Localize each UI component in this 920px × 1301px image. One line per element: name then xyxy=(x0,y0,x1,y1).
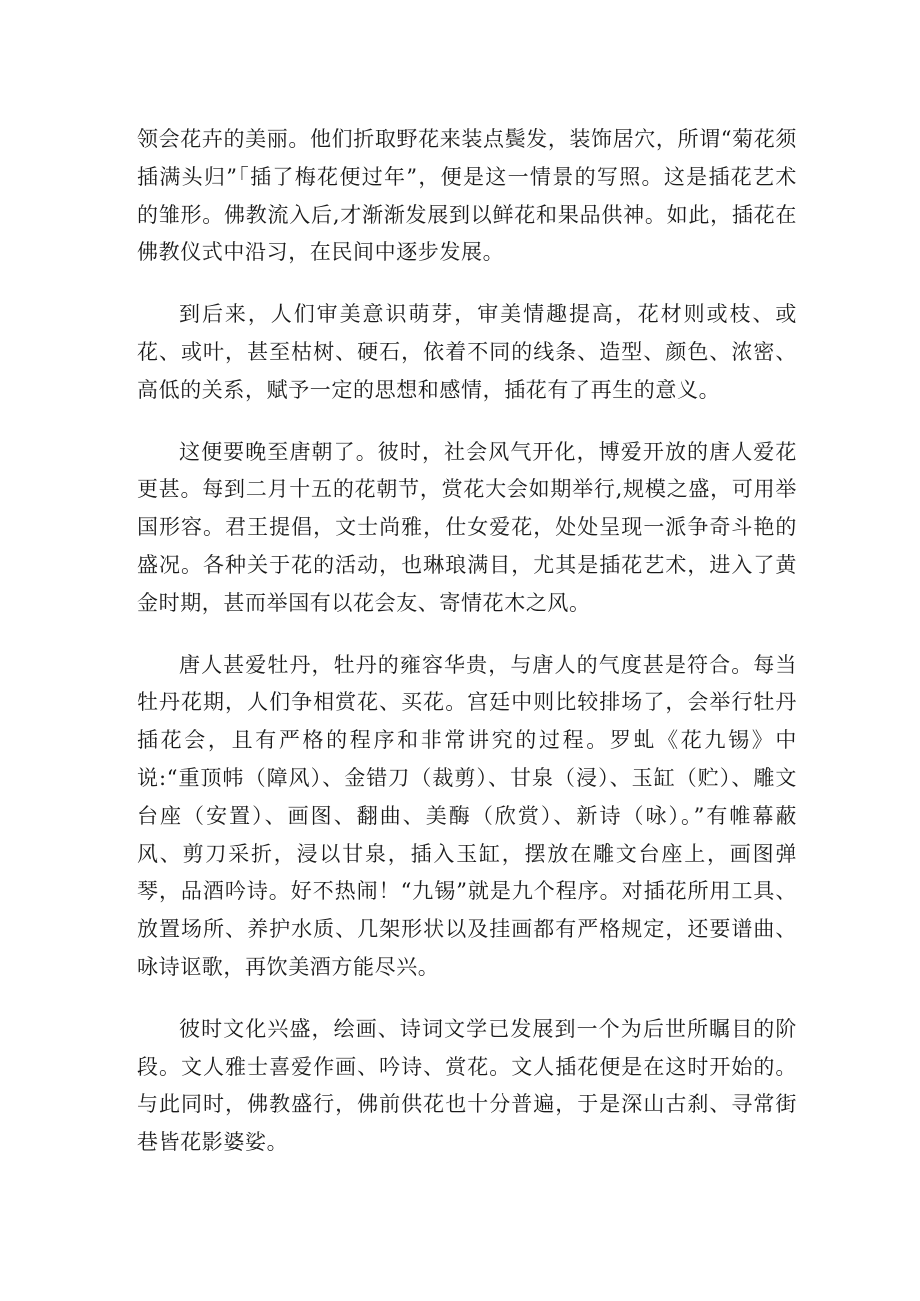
paragraph-1: 领会花卉的美丽。他们折取野花来装点鬓发，装饰居穴，所谓“菊花须插满头归”「插了梅花便过年”，便是这一情景的写照。这是插花艺术的雏形。佛教流入后,才渐渐发展到以鲜花和果品供神。如此，插花在佛教仪式中沿习，在民间中逐步发展。 xyxy=(137,127,797,265)
paragraph-4: 唐人甚爱牡丹，牡丹的雍容华贵，与唐人的气度甚是符合。每当牡丹花期，人们争相赏花、买花。宫廷中则比较排场了，会举行牡丹插花会，且有严格的程序和非常讲究的过程。罗虬《花九锡》中说:“重顶帏（障风）、金错刀（裁剪）、甘泉（浸）、玉缸（贮）、雕文台座（安置）、画图、翻曲、美酶（欣赏）、新诗（咏）。”有帷幕蔽风、剪刀采折，浸以甘泉，插入玉缸，摆放在雕文台座上，画图弹琴，品酒吟诗。好不热闹！“九锡”就是九个程序。对插花所用工具、放置场所、养护水质、几架形状以及挂画都有严格规定，还要谱曲、咏诗讴歌，再饮美酒方能尽兴。 xyxy=(137,652,797,979)
paragraph-5: 彼时文化兴盛，绘画、诗词文学已发展到一个为后世所瞩目的阶段。文人雅士喜爱作画、吟诗、赏花。文人插花便是在这时开始的。与此同时，佛教盛行，佛前供花也十分普遍，于是深山古刹、寻常街巷皆花影婆娑。 xyxy=(137,1016,797,1155)
document-body xyxy=(137,121,797,1186)
paragraph-3: 这便要晚至唐朝了。彼时，社会风气开化，博爱开放的唐人爱花更甚。每到二月十五的花朝节，赏花大会如期举行,规模之盛，可用举国形容。君王提倡，文士尚雅，仕女爱花，处处呈现一派争奇斗艳的盛况。各种关于花的活动，也琳琅满目，尤其是插花艺术，进入了黄金时期，甚而举国有以花会友、寄情花木之风。 xyxy=(137,439,797,615)
paragraph-2: 到后来，人们审美意识萌芽，审美情趣提高，花材则或枝、或花、或叶，甚至枯树、硬石，依着不同的线条、造型、颜色、浓密、高低的关系，赋予一定的思想和感情，插花有了再生的意义。 xyxy=(137,302,797,402)
